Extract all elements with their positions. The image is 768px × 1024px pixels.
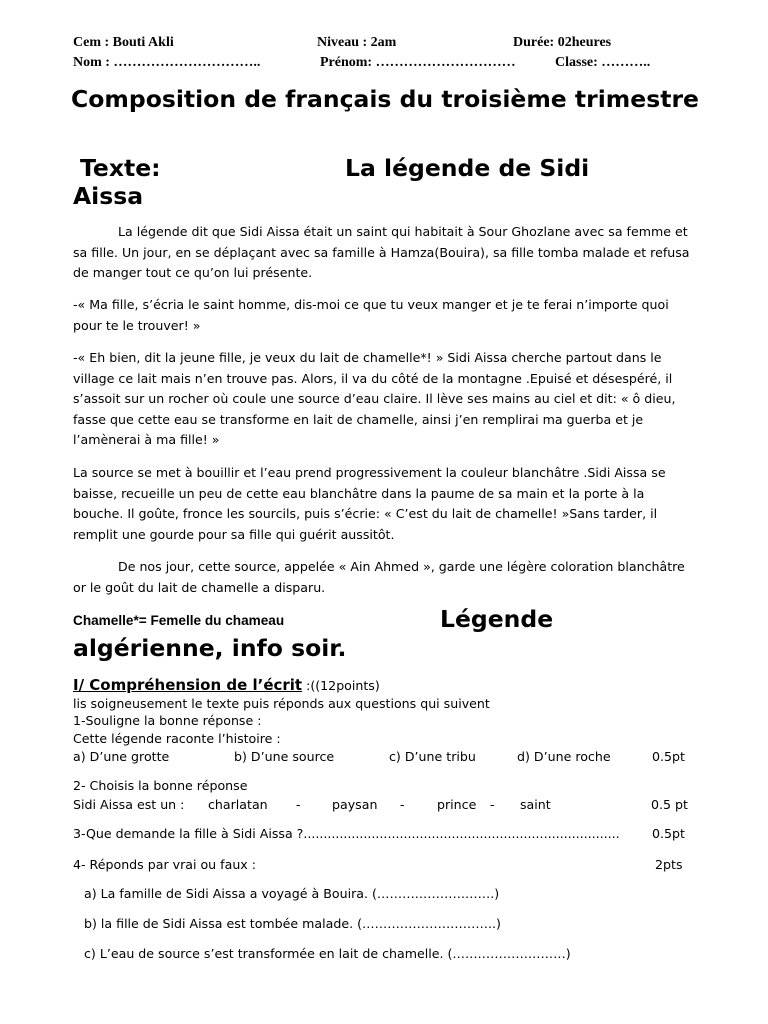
question-4-item-c: c) L’eau de source s’est transformée en lait de chamelle. (………………………) xyxy=(84,946,571,961)
paragraph-5: De nos jour, cette source, appelée « Ain Ahmed », garde une légère coloration blanchâtre or le goût du lait de chamelle a disparu. xyxy=(73,559,685,595)
source-label: Légende xyxy=(440,605,554,633)
question-1-option-a: a) D’une grotte xyxy=(73,749,170,764)
question-2-option-4: saint xyxy=(520,797,551,812)
paragraph-4: La source se met à bouillir et l’eau prend progressivement la couleur blanchâtre .Sidi Aissa se baisse, recueille un peu de cette eau blanchâtre dans la paume de sa main et la porte à la bouche. Il goûte, fronce les sourcils, puis s’écrie: « C’est du lait de chamelle! »Sans tarder, il remplit une gourde pour sa fille qui guérit aussitôt. xyxy=(73,465,666,542)
source-detail: algérienne, info soir. xyxy=(73,634,347,662)
question-2-points: 0.5 pt xyxy=(651,797,688,812)
question-4-points: 2pts xyxy=(655,857,683,872)
paragraph-2: -« Ma fille, s’écria le saint homme, dis-moi ce que tu veux manger et je te ferai n’importe quoi pour te le trouver! » xyxy=(73,297,669,333)
question-4-label: 4- Réponds par vrai ou faux : xyxy=(73,857,256,872)
text-title: La légende de Sidi xyxy=(345,154,590,182)
exam-title: Composition de français du troisième trimestre xyxy=(71,85,699,113)
section-instruction: lis soigneusement le texte puis réponds aux questions qui suivent xyxy=(73,696,490,711)
question-4-item-b: b) la fille de Sidi Aissa est tombée malade. (…………………………..) xyxy=(84,916,501,931)
level-label: Niveau : 2am xyxy=(317,35,397,50)
question-2-option-1: charlatan xyxy=(208,797,268,812)
question-1-option-d: d) D’une roche xyxy=(517,749,611,764)
question-2-separator: - xyxy=(490,797,495,812)
question-2-option-3: prince xyxy=(437,797,477,812)
question-1-stem: Cette légende raconte l’histoire : xyxy=(73,731,281,746)
question-2-separator: - xyxy=(296,797,301,812)
text-title-continued: Aissa xyxy=(73,182,144,210)
footnote: Chamelle*= Femelle du chameau xyxy=(73,613,285,628)
paragraph-3: -« Eh bien, dit la jeune fille, je veux du lait de chamelle*! » Sidi Aissa cherche partout dans le village ce lait mais n’en trouve pas. Alors, il va du côté de la montagne .Epuisé et désespéré, il s’assoit sur un rocher où coule une source d’eau claire. Il lève ses mains au ciel et dit: « ô dieu, fasse que cette eau se transforme en lait de chamelle, ainsi j’en remplirai ma guerba et je l’amènerai à ma fille! » xyxy=(73,350,676,447)
duration-label: Durée: 02heures xyxy=(513,35,612,50)
text-label: Texte: xyxy=(80,154,161,182)
paragraph-1: La légende dit que Sidi Aissa était un saint qui habitait à Sour Ghozlane avec sa femme et sa fille. Un jour, en se déplaçant avec sa famille à Hamza(Bouira), sa fille tomba malade et refusa de manger tout ce qu’on lui présente. xyxy=(73,224,690,280)
question-2-label: 2- Choisis la bonne réponse xyxy=(73,778,248,793)
question-1-points: 0.5pt xyxy=(652,749,685,764)
question-1-option-b: b) D’une source xyxy=(234,749,335,764)
section-points: :((12points) xyxy=(302,678,380,693)
question-3-points: 0.5pt xyxy=(652,826,685,841)
school-name: Cem : Bouti Akli xyxy=(73,35,174,50)
question-2-option-2: paysan xyxy=(332,797,378,812)
section-heading xyxy=(73,675,380,694)
question-3-label: 3-Que demande la fille à Sidi Aissa ?............................................................................... xyxy=(73,826,620,841)
class-field: Classe: ……….. xyxy=(555,55,651,70)
question-2-separator: - xyxy=(400,797,405,812)
firstname-field: Prénom: ………………………… xyxy=(320,55,516,70)
question-2-stem: Sidi Aissa est un : xyxy=(73,797,185,812)
question-4-item-a: a) La famille de Sidi Aissa a voyagé à Bouira. (……………………….) xyxy=(84,886,500,901)
section-title: I/ Compréhension de l’écrit xyxy=(73,676,303,694)
name-field: Nom : ………………………….. xyxy=(73,55,261,70)
question-1-label: 1-Souligne la bonne réponse : xyxy=(73,713,262,728)
question-1-option-c: c) D’une tribu xyxy=(389,749,476,764)
